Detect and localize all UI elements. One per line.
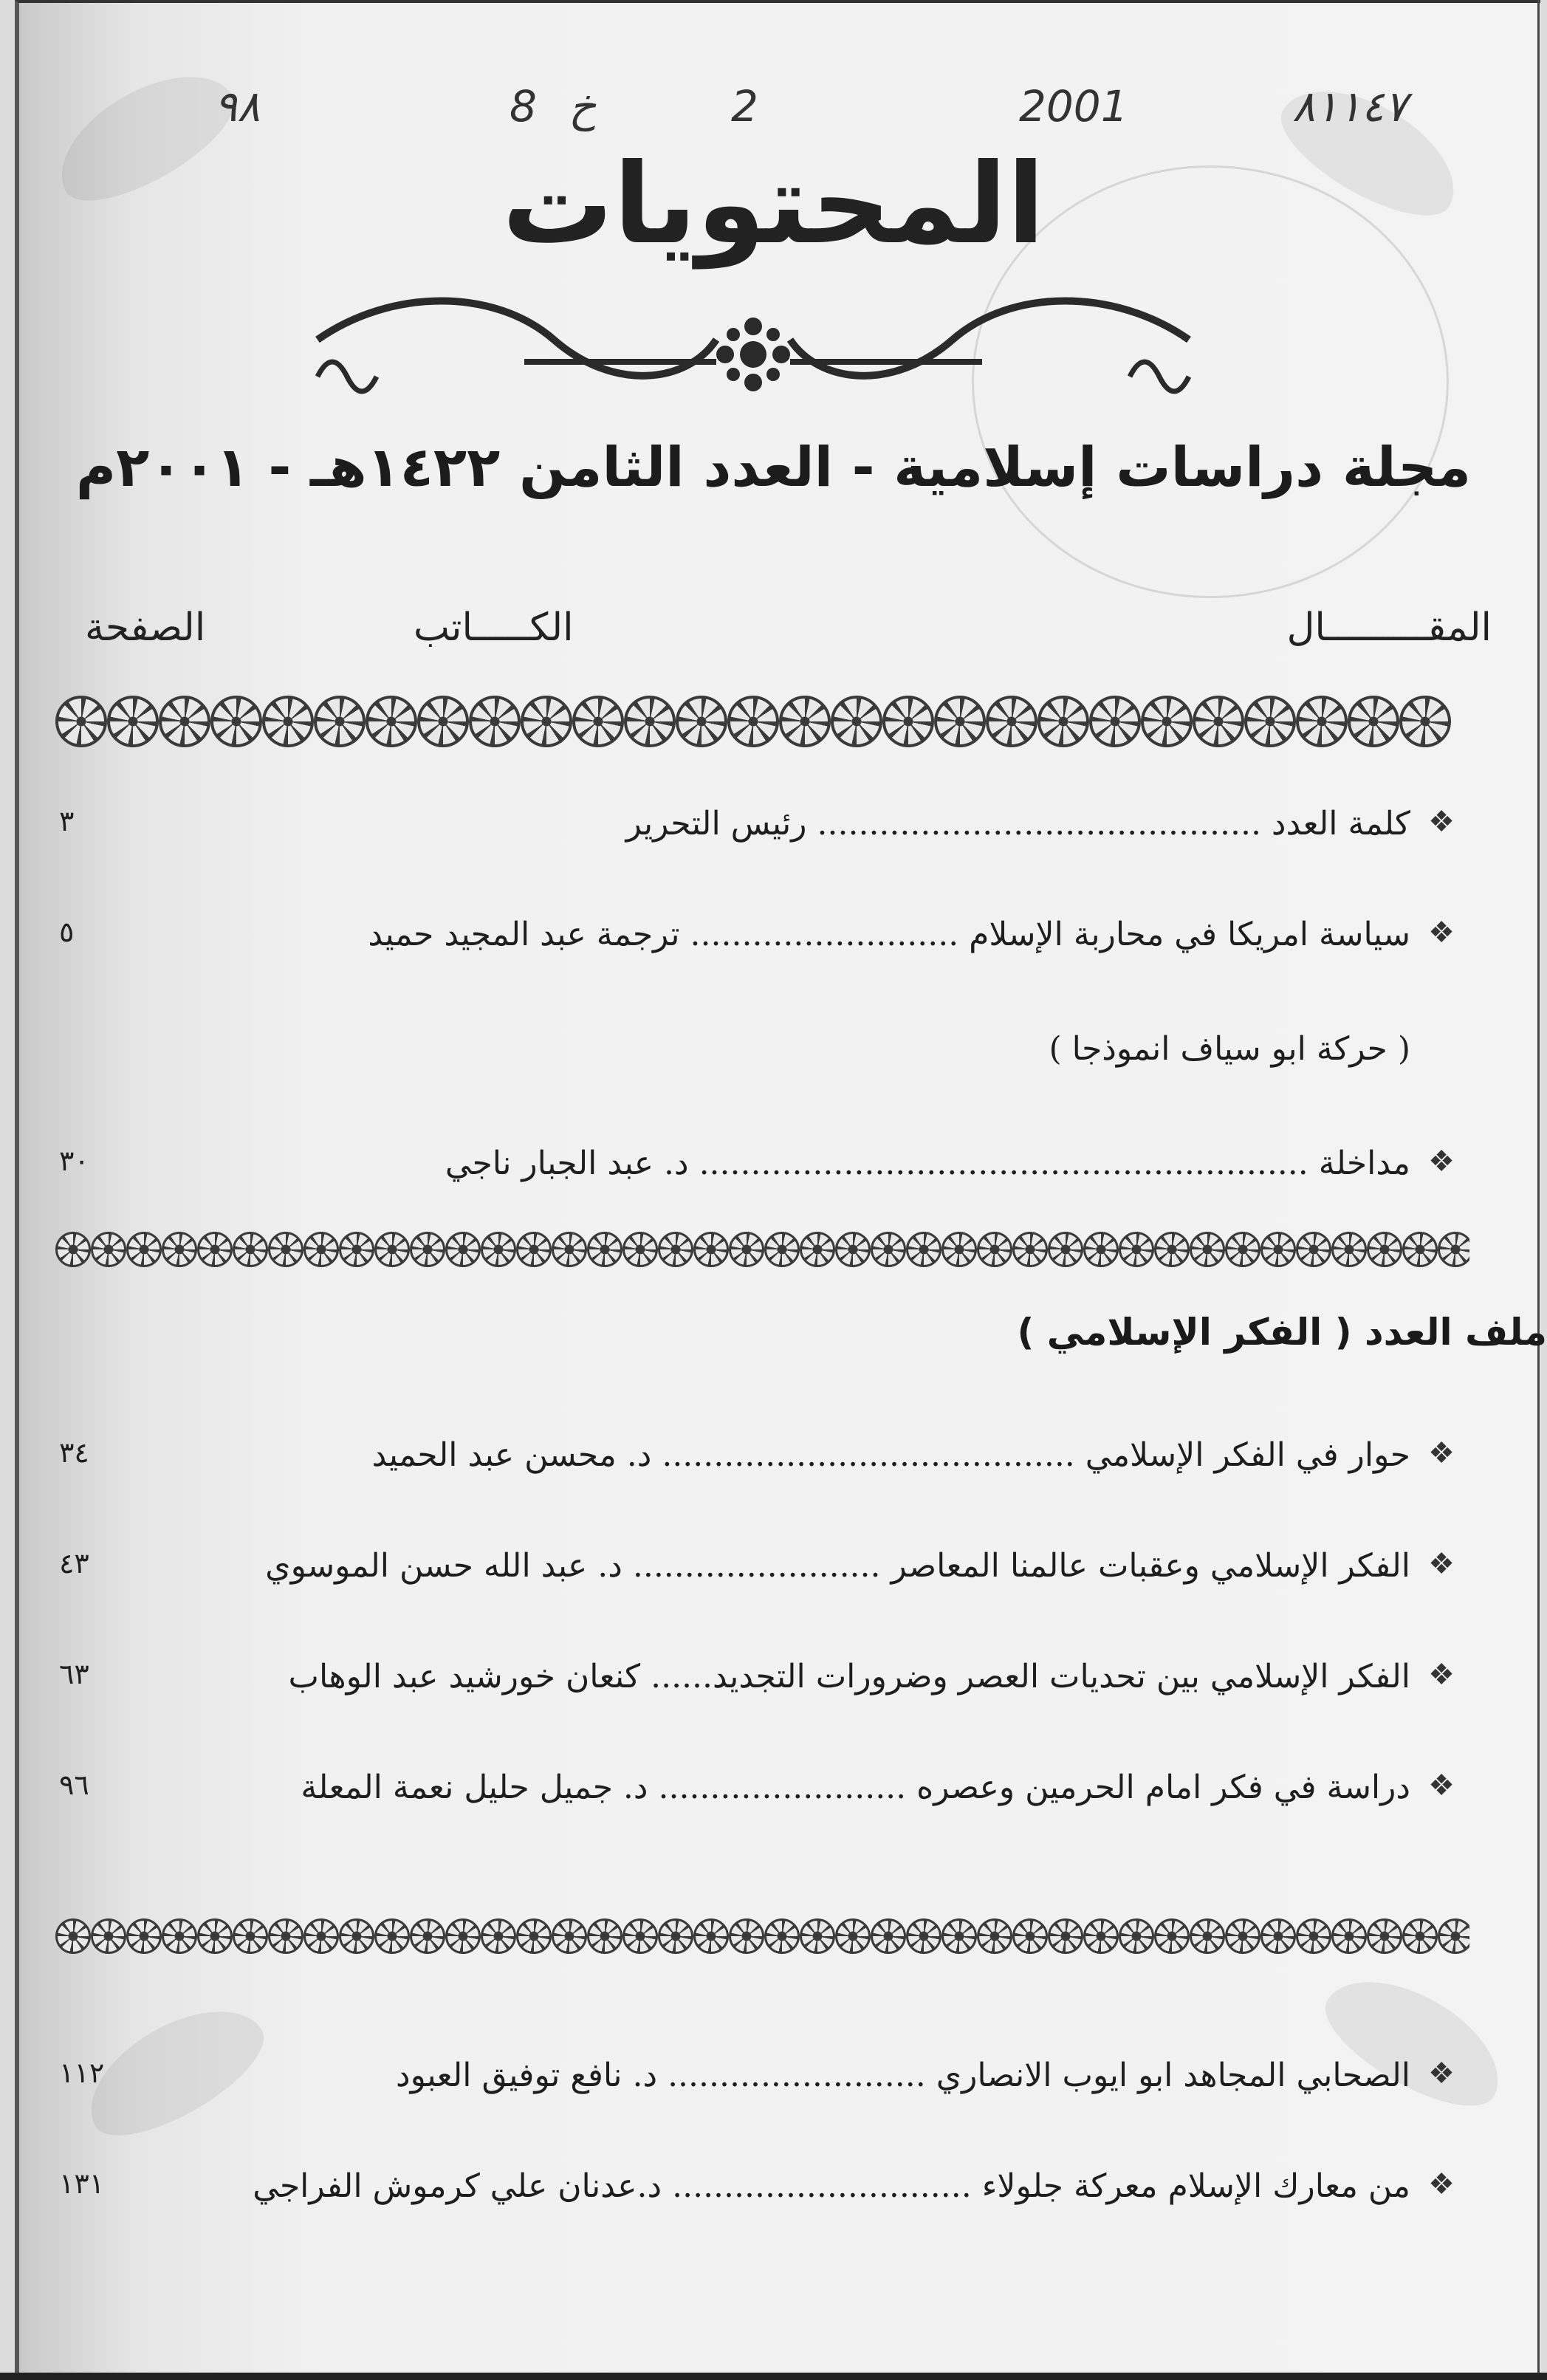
rosette-icon xyxy=(1037,696,1089,747)
rosette-divider xyxy=(55,1918,1469,1955)
rosette-icon xyxy=(1260,1232,1296,1267)
bullet-icon: ❖ xyxy=(1428,1547,1455,1581)
toc-entry-text: حوار في الفكر الإسلامي ........................................ د. محسن عبد الحميد xyxy=(371,1436,1410,1474)
rosette-icon xyxy=(800,1918,835,1954)
rosette-icon xyxy=(727,696,779,747)
rosette-icon xyxy=(622,1232,658,1267)
toc-entry-text: ( حركة ابو سياف انموذجا ) xyxy=(1049,1030,1410,1068)
toc-entry-text: من معارك الإسلام معركة جلولاء ............................. د.عدنان علي كرموش الفراجي xyxy=(253,2167,1410,2205)
bullet-icon: ❖ xyxy=(1428,1145,1455,1179)
toc-entry-page: ١٣١ xyxy=(59,2167,105,2200)
rosette-icon xyxy=(1089,696,1141,747)
rosette-icon xyxy=(1367,1232,1402,1267)
toc-entry-page: ١١٢ xyxy=(59,2057,105,2089)
rosette-icon xyxy=(516,1918,552,1954)
toc-entry-text: الفكر الإسلامي وعقبات عالمنا المعاصر ........................ د. عبد الله حسن الموسوي xyxy=(265,1547,1410,1585)
rosette-icon xyxy=(303,1918,339,1954)
rosette-icon xyxy=(1012,1918,1048,1954)
rosette-icon xyxy=(800,1232,835,1267)
toc-entry-page: ٩٦ xyxy=(59,1769,89,1801)
rosette-icon xyxy=(303,1232,339,1267)
rosette-icon xyxy=(516,1232,552,1267)
rosette-icon xyxy=(779,696,831,747)
page-edge xyxy=(1537,0,1540,2380)
rosette-icon xyxy=(55,696,107,747)
rosette-icon xyxy=(159,696,210,747)
rosette-icon xyxy=(658,1918,693,1954)
rosette-icon xyxy=(729,1232,764,1267)
rosette-icon xyxy=(366,696,417,747)
rosette-icon xyxy=(622,1918,658,1954)
rosette-icon xyxy=(55,1232,91,1267)
rosette-icon xyxy=(197,1918,233,1954)
rosette-icon xyxy=(831,696,882,747)
rosette-icon xyxy=(1225,1232,1260,1267)
rosette-icon xyxy=(162,1232,197,1267)
toc-entry xyxy=(52,1145,1455,1204)
rosette-icon xyxy=(210,696,262,747)
page-title: المحتويات xyxy=(501,140,1046,269)
rosette-icon xyxy=(91,1232,126,1267)
rosette-icon xyxy=(481,1232,516,1267)
toc-entry-page: ٣٠ xyxy=(59,1145,89,1177)
rosette-icon xyxy=(693,1232,729,1267)
rosette-icon xyxy=(55,1918,91,1954)
toc-entry-text: سياسة امريكا في محاربة الإسلام .......................... ترجمة عبد المجيد حميد xyxy=(368,916,1410,953)
rosette-icon xyxy=(162,1918,197,1954)
toc-entry-page: ٦٣ xyxy=(59,1658,89,1690)
rosette-icon xyxy=(268,1232,303,1267)
rosette-icon xyxy=(906,1232,941,1267)
rosette-icon xyxy=(941,1232,977,1267)
rosette-icon xyxy=(197,1232,233,1267)
rosette-icon xyxy=(835,1918,871,1954)
toc-entry-text: مداخلة ........................................................... د. عبد الجبار ناجي xyxy=(445,1145,1410,1182)
toc-entry-text: دراسة في فكر امام الحرمين وعصره ........................ د. جميل حليل نعمة المعلة xyxy=(301,1769,1410,1806)
rosette-icon xyxy=(1119,1232,1154,1267)
rosette-icon xyxy=(676,696,727,747)
toc-entry xyxy=(52,805,1455,864)
column-header-page: الصفحة xyxy=(85,606,206,650)
rosette-icon xyxy=(268,1918,303,1954)
bullet-icon: ❖ xyxy=(1428,916,1455,950)
handwritten-note: ٩٨ xyxy=(214,81,261,131)
toc-entry xyxy=(52,916,1455,975)
rosette-icon xyxy=(552,1232,587,1267)
rosette-icon xyxy=(977,1918,1012,1954)
toc-entry xyxy=(52,1769,1455,1828)
rosette-icon xyxy=(481,1918,516,1954)
rosette-icon xyxy=(1190,1232,1225,1267)
handwritten-note: ٨١١٤٧ xyxy=(1292,81,1407,131)
rosette-icon xyxy=(374,1918,410,1954)
rosette-icon xyxy=(1331,1232,1367,1267)
rosette-icon xyxy=(587,1232,622,1267)
rosette-icon xyxy=(107,696,159,747)
rosette-icon xyxy=(835,1232,871,1267)
column-header-author: الكـــــاتب xyxy=(414,606,574,650)
ornament-divider xyxy=(303,273,1204,399)
handwritten-note: خ xyxy=(569,81,597,131)
rosette-icon xyxy=(262,696,314,747)
rosette-icon xyxy=(572,696,624,747)
rosette-icon xyxy=(552,1918,587,1954)
rosette-icon xyxy=(906,1918,941,1954)
rosette-icon xyxy=(1141,696,1193,747)
rosette-icon xyxy=(624,696,676,747)
rosette-icon xyxy=(233,1232,268,1267)
rosette-icon xyxy=(1402,1918,1438,1954)
rosette-icon xyxy=(1012,1232,1048,1267)
toc-entry xyxy=(52,1547,1455,1606)
rosette-divider xyxy=(55,696,1469,747)
rosette-icon xyxy=(1048,1232,1083,1267)
rosette-icon xyxy=(445,1918,481,1954)
rosette-icon xyxy=(1438,1232,1469,1267)
rosette-icon xyxy=(1402,1232,1438,1267)
toc-entry xyxy=(52,2057,1455,2116)
rosette-icon xyxy=(658,1232,693,1267)
toc-entry xyxy=(52,1658,1455,1717)
rosette-icon xyxy=(126,1918,162,1954)
toc-entry xyxy=(52,1030,1455,1089)
bullet-icon: ❖ xyxy=(1428,2057,1455,2091)
rosette-icon xyxy=(1367,1918,1402,1954)
rosette-icon xyxy=(417,696,469,747)
toc-entry-page: ٣ xyxy=(59,805,75,837)
rosette-icon xyxy=(1331,1918,1367,1954)
rosette-icon xyxy=(764,1232,800,1267)
toc-entry-text: الصحابي المجاهد ابو ايوب الانصاري ......................... د. نافع توفيق العبود xyxy=(396,2057,1410,2094)
rosette-icon xyxy=(1083,1232,1119,1267)
rosette-icon xyxy=(339,1918,374,1954)
rosette-icon xyxy=(764,1918,800,1954)
rosette-icon xyxy=(445,1232,481,1267)
rosette-icon xyxy=(1193,696,1244,747)
rosette-icon xyxy=(1399,696,1451,747)
rosette-icon xyxy=(1154,1232,1190,1267)
rosette-icon xyxy=(410,1232,445,1267)
bullet-icon: ❖ xyxy=(1428,1769,1455,1803)
rosette-icon xyxy=(882,696,934,747)
rosette-icon xyxy=(126,1232,162,1267)
rosette-icon xyxy=(339,1232,374,1267)
rosette-icon xyxy=(934,696,986,747)
rosette-icon xyxy=(374,1232,410,1267)
toc-entry xyxy=(52,2167,1455,2226)
rosette-icon xyxy=(521,696,572,747)
rosette-icon xyxy=(977,1232,1012,1267)
handwritten-note: 2001 xyxy=(1019,81,1128,131)
rosette-icon xyxy=(871,1232,906,1267)
bullet-icon: ❖ xyxy=(1428,805,1455,839)
rosette-icon xyxy=(1225,1918,1260,1954)
bullet-icon: ❖ xyxy=(1428,1436,1455,1470)
journal-subtitle: مجلة دراسات إسلامية - العدد الثامن ١٤٢٢هـ - ٢٠٠١م xyxy=(75,436,1472,499)
rosette-icon xyxy=(1083,1918,1119,1954)
rosette-icon xyxy=(1296,696,1348,747)
rosette-icon xyxy=(91,1918,126,1954)
bullet-icon: ❖ xyxy=(1428,2167,1455,2201)
rosette-icon xyxy=(410,1918,445,1954)
page-edge xyxy=(0,2373,1547,2380)
rosette-icon xyxy=(1154,1918,1190,1954)
rosette-icon xyxy=(729,1918,764,1954)
rosette-icon xyxy=(941,1918,977,1954)
rosette-icon xyxy=(871,1918,906,1954)
bullet-icon: ❖ xyxy=(1428,1658,1455,1692)
toc-entry-page: ٤٣ xyxy=(59,1547,89,1580)
rosette-icon xyxy=(469,696,521,747)
toc-entry-text: الفكر الإسلامي بين تحديات العصر وضرورات التجديد...... كنعان خورشيد عبد الوهاب xyxy=(288,1658,1410,1695)
rosette-icon xyxy=(1296,1232,1331,1267)
toc-entry xyxy=(52,1436,1455,1495)
handwritten-note: 2 xyxy=(731,81,758,131)
rosette-icon xyxy=(1438,1918,1469,1954)
column-header-article: المقـــــــــال xyxy=(1286,606,1492,650)
rosette-icon xyxy=(1260,1918,1296,1954)
rosette-icon xyxy=(986,696,1037,747)
handwritten-note: 8 xyxy=(510,81,537,131)
rosette-icon xyxy=(1296,1918,1331,1954)
rosette-icon xyxy=(1348,696,1399,747)
toc-entry-page: ٥ xyxy=(59,916,75,948)
rosette-icon xyxy=(1119,1918,1154,1954)
rosette-icon xyxy=(1048,1918,1083,1954)
rosette-icon xyxy=(233,1918,268,1954)
rosette-icon xyxy=(693,1918,729,1954)
rosette-icon xyxy=(314,696,366,747)
rosette-divider xyxy=(55,1232,1469,1269)
rosette-icon xyxy=(587,1918,622,1954)
section-title: ملف العدد ( الفكر الإسلامي ) xyxy=(1017,1311,1547,1354)
rosette-icon xyxy=(1190,1918,1225,1954)
toc-entry-text: كلمة العدد ........................................... رئيس التحرير xyxy=(625,805,1410,843)
toc-entry-page: ٣٤ xyxy=(59,1436,89,1469)
rosette-icon xyxy=(1244,696,1296,747)
